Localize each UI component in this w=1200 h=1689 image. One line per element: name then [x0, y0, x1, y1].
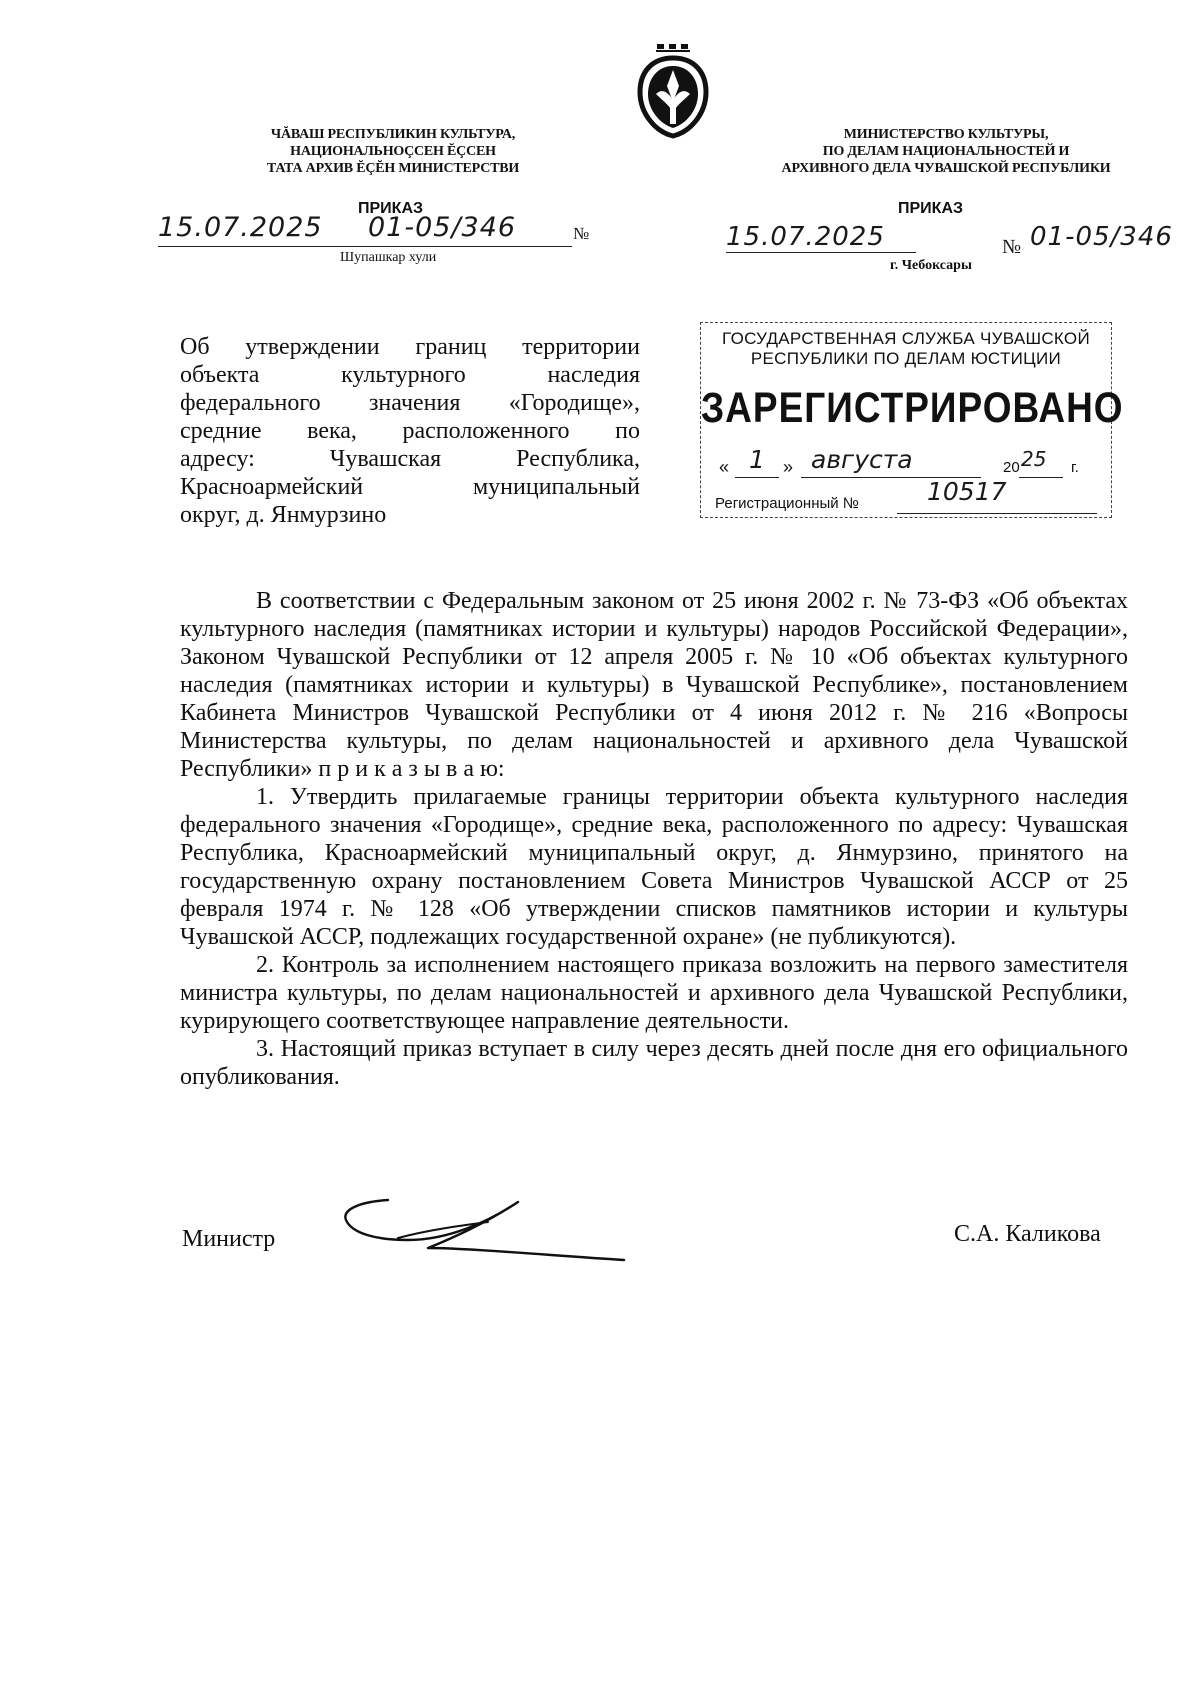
- stamp-quote-open: «: [719, 457, 730, 477]
- order-place-left: Шупашкар хули: [340, 250, 437, 265]
- order-title-left: ПРИКАЗ: [358, 200, 424, 217]
- subject-line: адресу: Чувашская Республика,: [180, 446, 640, 472]
- body-paragraph: 2. Контроль за исполнением настоящего приказа возложить на первого заместителя министра культуры, по делам национальностей и архивного дела Чувашской Республики, курирующего соответствующее направление деятельности.: [180, 952, 1128, 1034]
- subject-line: округ, д. Янмурзино: [180, 502, 387, 528]
- stamp-reg-number: 10517: [927, 477, 1007, 506]
- stamp-year-suffix: 25: [1021, 447, 1047, 471]
- header-right-line: ПО ДЕЛАМ НАЦИОНАЛЬНОСТЕЙ И: [822, 144, 1070, 159]
- stamp-registration-row: [715, 477, 1105, 517]
- stamp-status: ЗАРЕГИСТРИРОВАНО: [701, 383, 1124, 431]
- order-underline-right: [726, 252, 916, 253]
- order-underline-left: [158, 246, 572, 247]
- ministry-name-chuvash: [228, 126, 558, 177]
- header-left-line: ЧĂВАШ РЕСПУБЛИКИН КУЛЬТУРА,: [270, 127, 516, 142]
- order-date-right: 15.07.2025: [726, 222, 885, 252]
- order-body: [180, 587, 1128, 1091]
- ministry-name-russian: [746, 126, 1146, 177]
- body-paragraph: 1. Утвердить прилагаемые границы территории объекта культурного наследия федерального значения «Городище», средние века, расположенного по адресу: Чувашская Республика, Красноармейский муниципальный округ, д. Янмурзино, принятого на государственную охрану постановлением Совета Министров Чувашской АССР от 25 февраля 1974 г. № 128 «Об утверждении списков памятников истории и культуры Чувашской АССР, подлежащих государственной охране» (не публикуются).: [180, 784, 1128, 950]
- header-right-line: МИНИСТЕРСТВО КУЛЬТУРЫ,: [843, 127, 1049, 142]
- body-paragraph: 3. Настоящий приказ вступает в силу через десять дней после дня его официального опубликования.: [180, 1036, 1128, 1090]
- header-right-line: АРХИВНОГО ДЕЛА ЧУВАШСКОЙ РЕСПУБЛИКИ: [781, 161, 1111, 176]
- stamp-year-unit: г.: [1071, 459, 1079, 476]
- stamp-year-prefix: 20: [1003, 459, 1020, 476]
- order-date-left: 15.07.2025: [158, 212, 323, 243]
- subject-line: федерального значения «Городище»,: [180, 390, 640, 416]
- order-number-left: 01-05/346: [368, 212, 517, 243]
- order-number-right: 01-05/346: [1030, 222, 1173, 252]
- stamp-organization: [701, 329, 1111, 369]
- stamp-quote-close: »: [783, 457, 794, 477]
- order-place-right: г. Чебоксары: [890, 258, 972, 273]
- registration-stamp: [700, 322, 1124, 518]
- order-subject: [180, 333, 640, 529]
- stamp-reg-label: Регистрационный №: [715, 495, 859, 512]
- stamp-day: 1: [749, 445, 765, 474]
- stamp-reg-underline: [897, 513, 1097, 514]
- signer-name: С.А. Каликова: [954, 1221, 1101, 1247]
- number-sign-right: №: [1002, 236, 1023, 258]
- stamp-year-underline: [1019, 477, 1063, 478]
- number-sign-left: №: [573, 224, 591, 243]
- subject-line: объекта культурного наследия: [180, 362, 640, 388]
- subject-line: Красноармейский муниципальный: [180, 474, 640, 500]
- header-left-line: НАЦИОНАЛЬНОÇСЕН ĔÇСЕН: [290, 144, 496, 159]
- stamp-day-underline: [735, 477, 779, 478]
- header-left-line: ТАТА АРХИВ ĔÇĔН МИНИСТЕРСТВИ: [266, 161, 520, 176]
- coat-of-arms-emblem: [632, 40, 714, 140]
- body-paragraph: В соответствии с Федеральным законом от 25 июня 2002 г. № 73-ФЗ «Об объектах культурного наследия (памятниках истории и культуры) народов Российской Федерации», Законом Чувашской Республики от 12 апреля 2005 г. № 10 «Об объектах культурного наследия (памятниках истории и культуры) в Чувашской Республике», постановлением Кабинета Министров Чувашской Республики от 4 июня 2012 г. № 216 «Вопросы Министерства культуры, по делам национальностей и архивного дела Чувашской Республики» п р и к а з ы в а ю:: [180, 588, 1128, 782]
- order-title-right: ПРИКАЗ: [898, 200, 964, 217]
- stamp-date-row: [719, 445, 1099, 481]
- signer-title: Министр: [182, 1226, 276, 1252]
- stamp-month: августа: [811, 445, 913, 474]
- subject-line: средние века, расположенного по: [180, 418, 640, 444]
- stamp-org-line: РЕСПУБЛИКИ ПО ДЕЛАМ ЮСТИЦИИ: [750, 349, 1062, 368]
- subject-line: Об утверждении границ территории: [180, 334, 640, 360]
- handwritten-signature: [338, 1182, 628, 1282]
- stamp-org-line: ГОСУДАРСТВЕННАЯ СЛУЖБА ЧУВАШСКОЙ: [722, 329, 1090, 348]
